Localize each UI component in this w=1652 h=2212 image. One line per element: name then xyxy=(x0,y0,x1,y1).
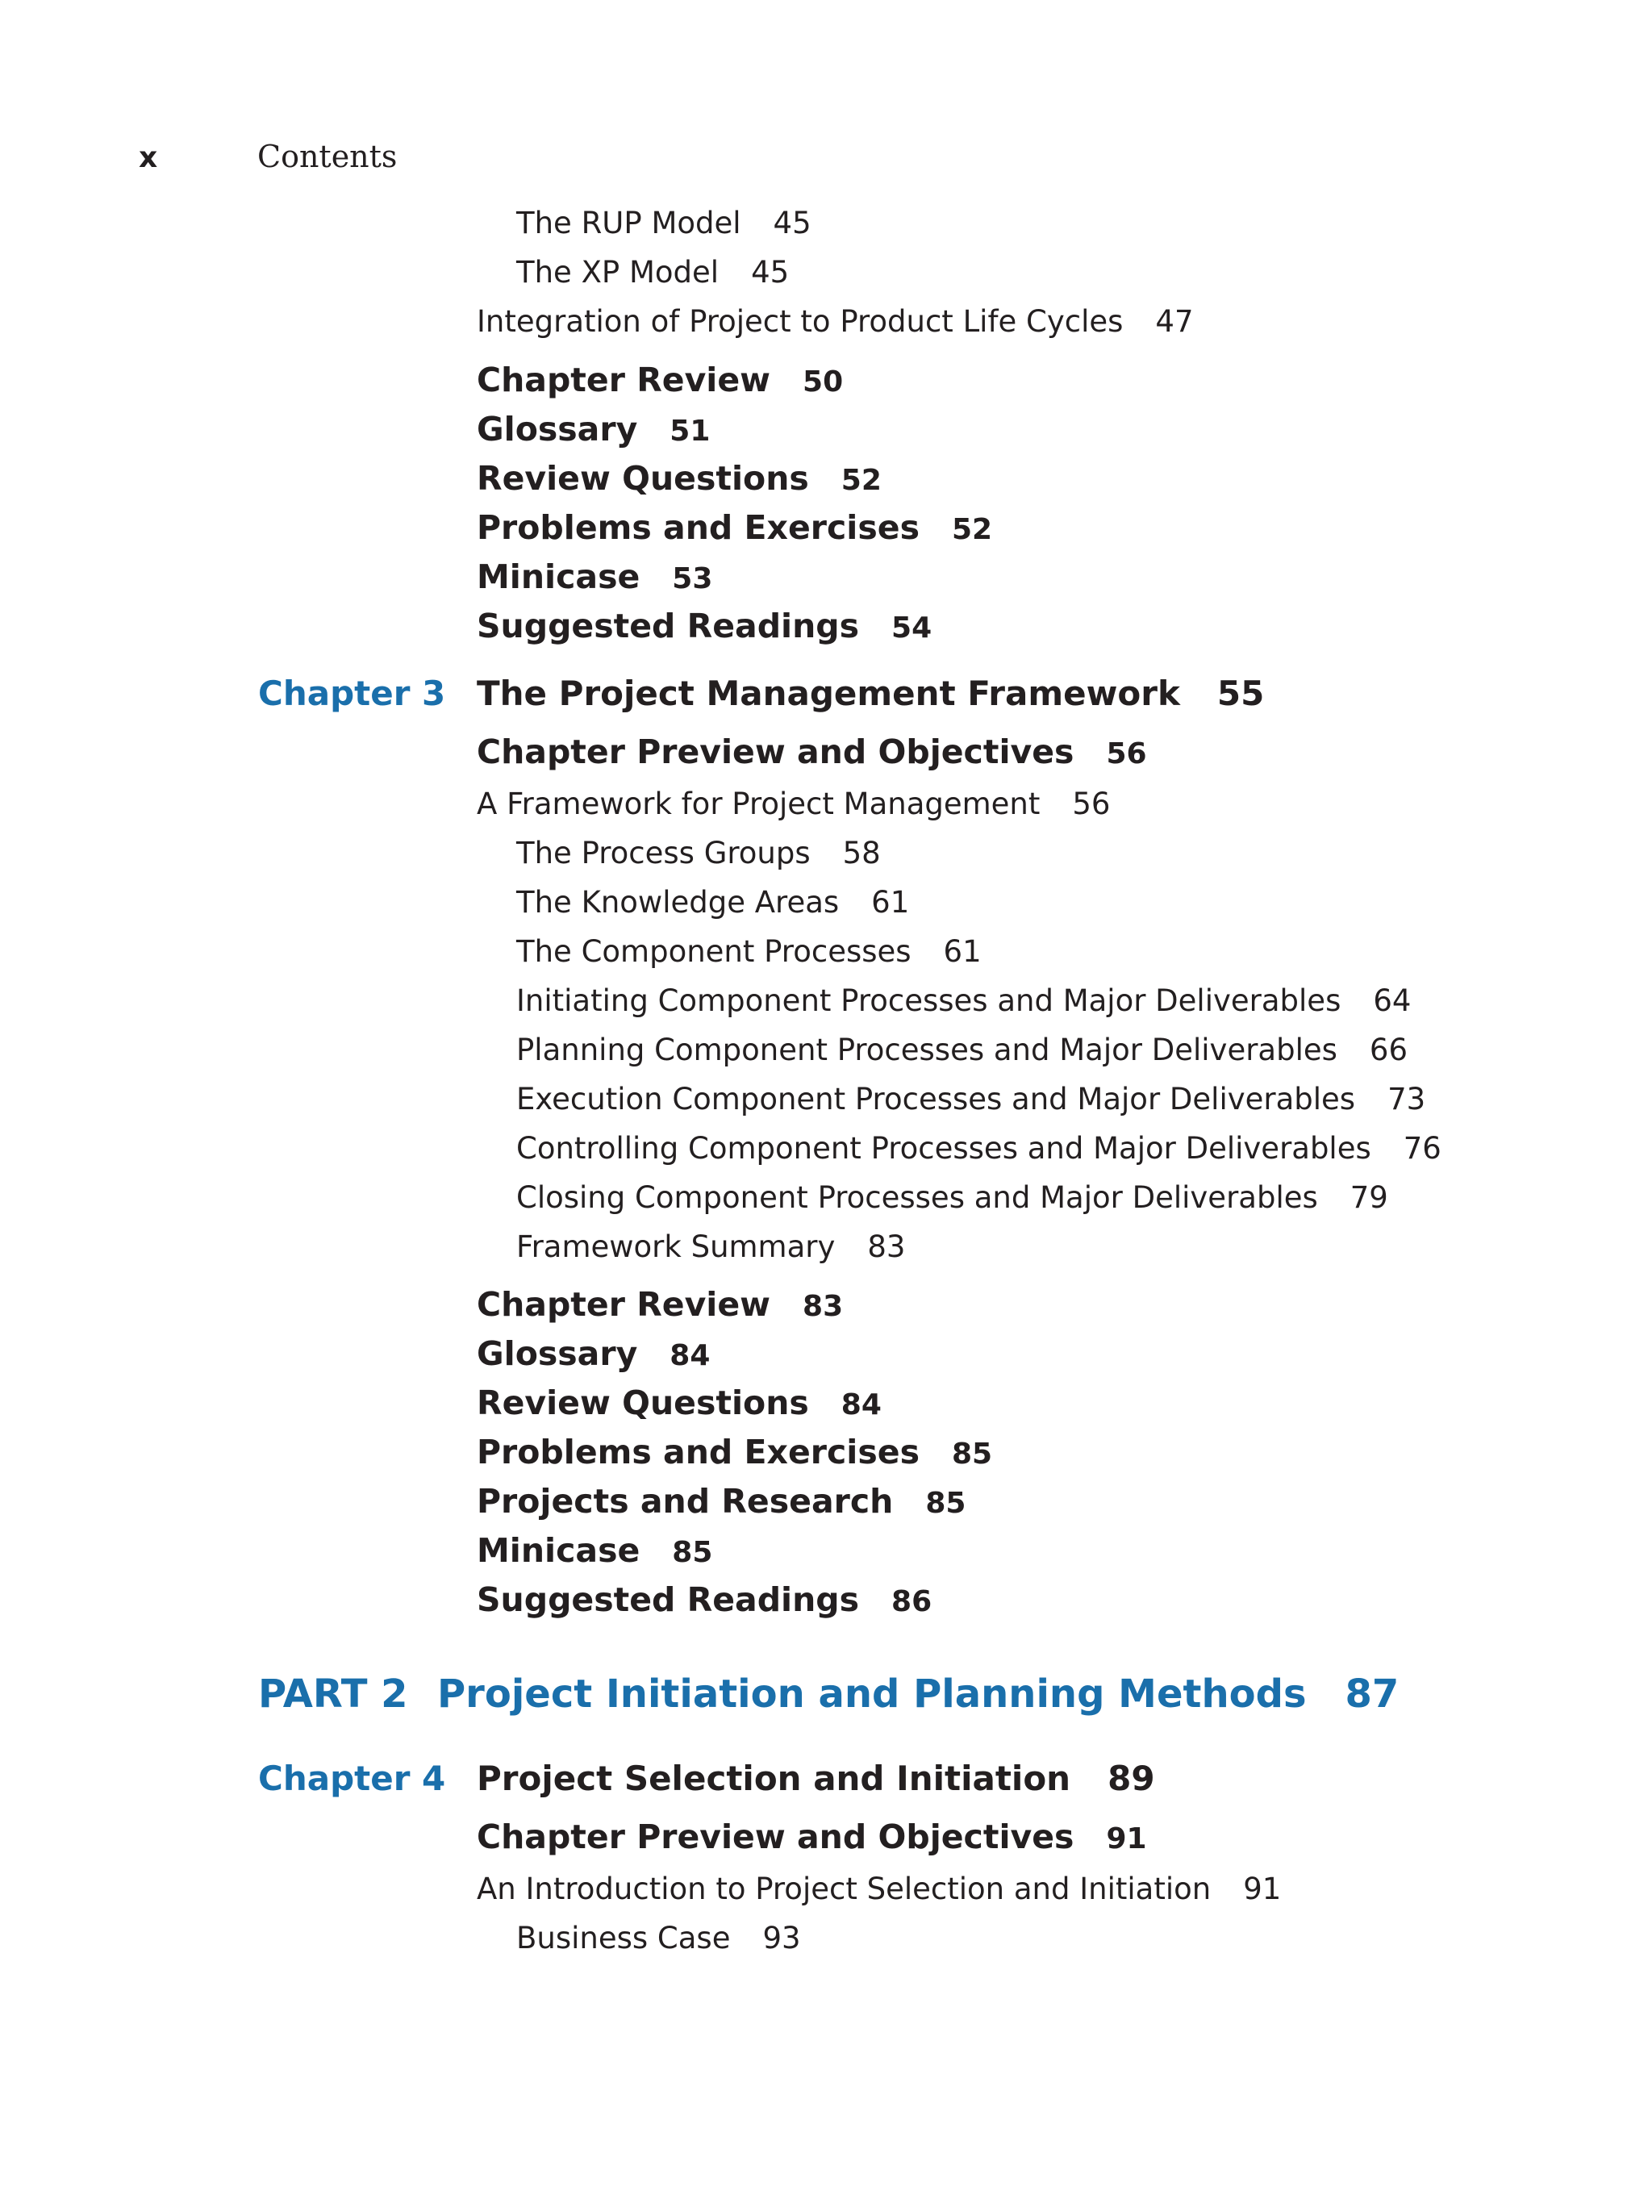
toc-entry-title: The Knowledge Areas xyxy=(516,885,840,920)
toc-entry[interactable] xyxy=(477,1872,1281,1907)
toc-entry[interactable] xyxy=(516,836,881,871)
toc-entry-title: Chapter Preview and Objectives xyxy=(477,732,1074,771)
toc-page-number: 55 xyxy=(1216,674,1265,713)
toc-entry[interactable] xyxy=(477,607,932,648)
toc-entry[interactable] xyxy=(477,557,712,599)
page-folio: x xyxy=(139,141,158,174)
toc-entry[interactable] xyxy=(477,787,1110,822)
toc-page-number: 66 xyxy=(1369,1033,1408,1067)
toc-page-number: 84 xyxy=(841,1388,882,1421)
part-title: Project Initiation and Planning Methods xyxy=(437,1672,1307,1717)
part-label: PART 2 xyxy=(258,1672,408,1717)
toc-entry[interactable] xyxy=(516,934,982,970)
toc-entry-title: Problems and Exercises xyxy=(477,1433,920,1471)
chapter-title: The Project Management Framework xyxy=(477,674,1180,713)
toc-page-number: 91 xyxy=(1106,1822,1147,1855)
toc-page-number: 58 xyxy=(842,836,881,870)
toc-entry-title: Closing Component Processes and Major Deliverables xyxy=(516,1180,1318,1215)
toc-entry[interactable] xyxy=(477,1384,882,1425)
toc-entry-title: Chapter Review xyxy=(477,361,771,399)
toc-entry[interactable] xyxy=(516,1180,1388,1216)
toc-entry[interactable] xyxy=(477,732,1147,774)
toc-page-number: 45 xyxy=(773,206,811,240)
toc-page-number: 50 xyxy=(803,365,844,399)
toc-entry[interactable] xyxy=(477,1531,712,1572)
toc-page-number: 47 xyxy=(1155,304,1194,339)
toc-page-number: 79 xyxy=(1350,1180,1388,1215)
toc-entry-title: Initiating Component Processes and Major Deliverables xyxy=(516,983,1341,1018)
toc-page-number: 84 xyxy=(670,1339,711,1372)
toc-entry[interactable] xyxy=(477,1334,710,1375)
running-head xyxy=(139,139,397,176)
chapter-title: Project Selection and Initiation xyxy=(477,1759,1071,1798)
toc-page-number: 64 xyxy=(1373,983,1412,1018)
toc-entry[interactable] xyxy=(477,1482,966,1523)
toc-chapter-4[interactable] xyxy=(258,1759,1155,1799)
toc-page-number: 52 xyxy=(951,513,993,546)
toc-entry-title: Framework Summary xyxy=(516,1229,836,1264)
toc-entry-title: Chapter Preview and Objectives xyxy=(477,1818,1074,1856)
toc-entry-title: The XP Model xyxy=(516,255,720,290)
toc-entry[interactable] xyxy=(477,1285,843,1326)
toc-part-2[interactable] xyxy=(258,1671,1399,1717)
toc-page-number: 61 xyxy=(943,934,982,969)
toc-entry-title: An Introduction to Project Selection and Initiation xyxy=(477,1872,1212,1906)
toc-page-number: 73 xyxy=(1387,1082,1426,1116)
toc-page-number: 87 xyxy=(1345,1672,1400,1717)
toc-page-number: 56 xyxy=(1106,737,1147,770)
toc-entry[interactable] xyxy=(477,1580,932,1621)
toc-entry-title: Suggested Readings xyxy=(477,1580,860,1619)
toc-entry[interactable] xyxy=(516,885,909,920)
toc-entry[interactable] xyxy=(477,410,710,451)
toc-page-number: 54 xyxy=(891,611,932,645)
toc-page-number: 86 xyxy=(891,1585,932,1618)
toc-entry[interactable] xyxy=(516,1131,1441,1167)
toc-entry-title: Minicase xyxy=(477,557,640,596)
toc-page-number: 83 xyxy=(803,1290,844,1323)
toc-entry[interactable] xyxy=(477,1433,992,1474)
toc-page-number: 45 xyxy=(751,255,790,290)
toc-entry-title: Glossary xyxy=(477,1334,638,1373)
toc-page-number: 83 xyxy=(867,1229,906,1264)
toc-page-number: 93 xyxy=(762,1921,801,1955)
toc-entry-title: Minicase xyxy=(477,1531,640,1570)
toc-entry[interactable] xyxy=(516,1033,1408,1068)
toc-entry[interactable] xyxy=(516,1082,1425,1117)
chapter-label: Chapter 3 xyxy=(258,674,446,713)
toc-entry[interactable] xyxy=(516,1229,905,1265)
running-head-title: Contents xyxy=(257,139,398,174)
toc-entry-title: Integration of Project to Product Life Cycles xyxy=(477,304,1124,339)
toc-entry-title: Execution Component Processes and Major Deliverables xyxy=(516,1082,1356,1116)
toc-page-number: 85 xyxy=(925,1487,966,1520)
toc-entry[interactable] xyxy=(477,1818,1147,1859)
toc-entry-title: Problems and Exercises xyxy=(477,508,920,547)
toc-entry[interactable] xyxy=(477,304,1194,340)
toc-page-number: 52 xyxy=(841,464,882,497)
toc-page-number: 91 xyxy=(1243,1872,1282,1906)
chapter-label: Chapter 4 xyxy=(258,1759,446,1798)
toc-chapter-3[interactable] xyxy=(258,674,1264,714)
toc-page-number: 61 xyxy=(871,885,910,920)
toc-entry[interactable] xyxy=(477,508,992,549)
toc-entry-title: Business Case xyxy=(516,1921,731,1955)
toc-entry-title: Chapter Review xyxy=(477,1285,771,1324)
toc-entry-title: Review Questions xyxy=(477,1384,809,1422)
toc-page-number: 51 xyxy=(670,415,711,448)
toc-entry[interactable] xyxy=(516,1921,801,1956)
toc-entry-title: Projects and Research xyxy=(477,1482,894,1521)
toc-entry-title: Controlling Component Processes and Major Deliverables xyxy=(516,1131,1371,1166)
toc-entry[interactable] xyxy=(477,459,882,500)
toc-entry-title: The Process Groups xyxy=(516,836,811,870)
toc-page-number: 85 xyxy=(951,1438,993,1471)
toc-entry-title: Planning Component Processes and Major Deliverables xyxy=(516,1033,1337,1067)
toc-entry-title: The RUP Model xyxy=(516,206,741,240)
toc-entry[interactable] xyxy=(516,983,1411,1019)
toc-page-number: 85 xyxy=(672,1536,713,1569)
toc-page-number: 56 xyxy=(1072,787,1111,821)
toc-entry-title: Glossary xyxy=(477,410,638,449)
toc-entry[interactable] xyxy=(516,206,811,241)
toc-entry[interactable] xyxy=(516,255,789,290)
toc-entry-title: Suggested Readings xyxy=(477,607,860,645)
toc-entry-title: The Component Processes xyxy=(516,934,912,969)
toc-page-number: 53 xyxy=(672,562,713,595)
toc-page-number: 89 xyxy=(1108,1759,1155,1798)
toc-entry-title: Review Questions xyxy=(477,459,809,498)
toc-page-number: 76 xyxy=(1403,1131,1441,1166)
toc-entry[interactable] xyxy=(477,361,843,402)
toc-entry-title: A Framework for Project Management xyxy=(477,787,1041,821)
